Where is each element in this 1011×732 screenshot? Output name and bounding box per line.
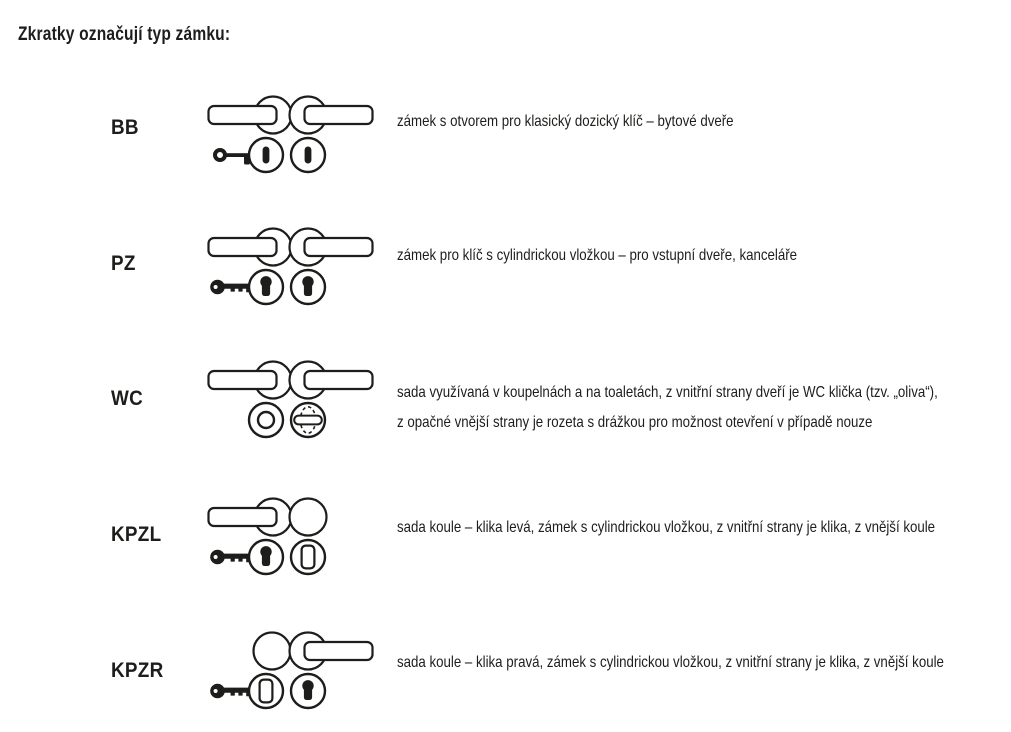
hardware-pictogram-kpzr bbox=[200, 631, 390, 713]
description-line: z opačné vnější strany je rozeta s drážkou pro možnost otevření v případě nouze bbox=[397, 414, 873, 431]
cylinder-key-icon bbox=[210, 550, 251, 565]
pz-keyhole-rosette-icon bbox=[249, 270, 283, 304]
lever-handle-left-icon bbox=[209, 499, 292, 536]
lock-description-kpzr bbox=[397, 653, 944, 673]
bb-keyhole-rosette-icon bbox=[249, 138, 283, 172]
lock-description-wc bbox=[397, 378, 938, 438]
cylinder-key-icon bbox=[210, 280, 251, 295]
pz-keyhole-rosette-icon bbox=[291, 270, 325, 304]
description-line: sada využívaná v koupelnách a na toaletách, z vnitřní strany dveří je WC klička (tzv. „oliva“), bbox=[397, 384, 938, 401]
lock-description-kpzl bbox=[397, 518, 935, 538]
bb-keyhole-rosette-icon bbox=[291, 138, 325, 172]
hardware-pictogram-pz bbox=[200, 227, 390, 309]
lever-handle-left-icon bbox=[209, 229, 292, 266]
description-line: zámek pro klíč s cylindrickou vložkou – pro vstupní dveře, kanceláře bbox=[397, 247, 798, 264]
row-pz bbox=[0, 227, 1011, 309]
lever-handle-right-icon bbox=[290, 362, 373, 399]
ball-knob-icon bbox=[290, 499, 327, 536]
lever-handle-right-icon bbox=[290, 229, 373, 266]
lock-description-pz bbox=[397, 246, 797, 266]
wc-thumbturn-rosette-icon bbox=[249, 403, 283, 437]
pz-keyhole-rosette-icon bbox=[249, 540, 283, 574]
blind-rosette-icon bbox=[291, 540, 325, 574]
lock-description-bb bbox=[397, 112, 734, 132]
row-bb bbox=[0, 95, 1011, 177]
description-line: sada koule – klika levá, zámek s cylindrickou vložkou, z vnitřní strany je klika, z vnější koule bbox=[397, 519, 936, 536]
lever-handle-right-icon bbox=[290, 633, 373, 670]
lever-handle-left-icon bbox=[209, 362, 292, 399]
row-wc bbox=[0, 360, 1011, 442]
row-kpzr bbox=[0, 631, 1011, 713]
ball-knob-icon bbox=[254, 633, 291, 670]
page-title: Zkratky označují typ zámku: bbox=[18, 24, 231, 45]
hardware-pictogram-wc bbox=[200, 360, 390, 442]
description-line: zámek s otvorem pro klasický dozický klíč – bytové dveře bbox=[397, 113, 734, 130]
lock-code-label-bb: BB bbox=[111, 116, 139, 139]
lock-code-label-wc: WC bbox=[111, 387, 144, 410]
blind-rosette-icon bbox=[249, 674, 283, 708]
lever-handle-left-icon bbox=[209, 97, 292, 134]
description-line: sada koule – klika pravá, zámek s cylindrickou vložkou, z vnitřní strany je klika, z vnější koule bbox=[397, 654, 944, 671]
lock-code-label-pz: PZ bbox=[111, 252, 136, 275]
row-kpzl bbox=[0, 497, 1011, 579]
lever-handle-right-icon bbox=[290, 97, 373, 134]
pz-keyhole-rosette-icon bbox=[291, 674, 325, 708]
lock-code-label-kpzr: KPZR bbox=[111, 659, 164, 682]
hardware-pictogram-kpzl bbox=[200, 497, 390, 579]
cylinder-key-icon bbox=[210, 684, 251, 699]
lock-code-label-kpzl: KPZL bbox=[111, 523, 162, 546]
bit-key-icon bbox=[215, 150, 250, 165]
wc-slot-rosette-icon bbox=[291, 403, 325, 437]
hardware-pictogram-bb bbox=[200, 95, 390, 177]
